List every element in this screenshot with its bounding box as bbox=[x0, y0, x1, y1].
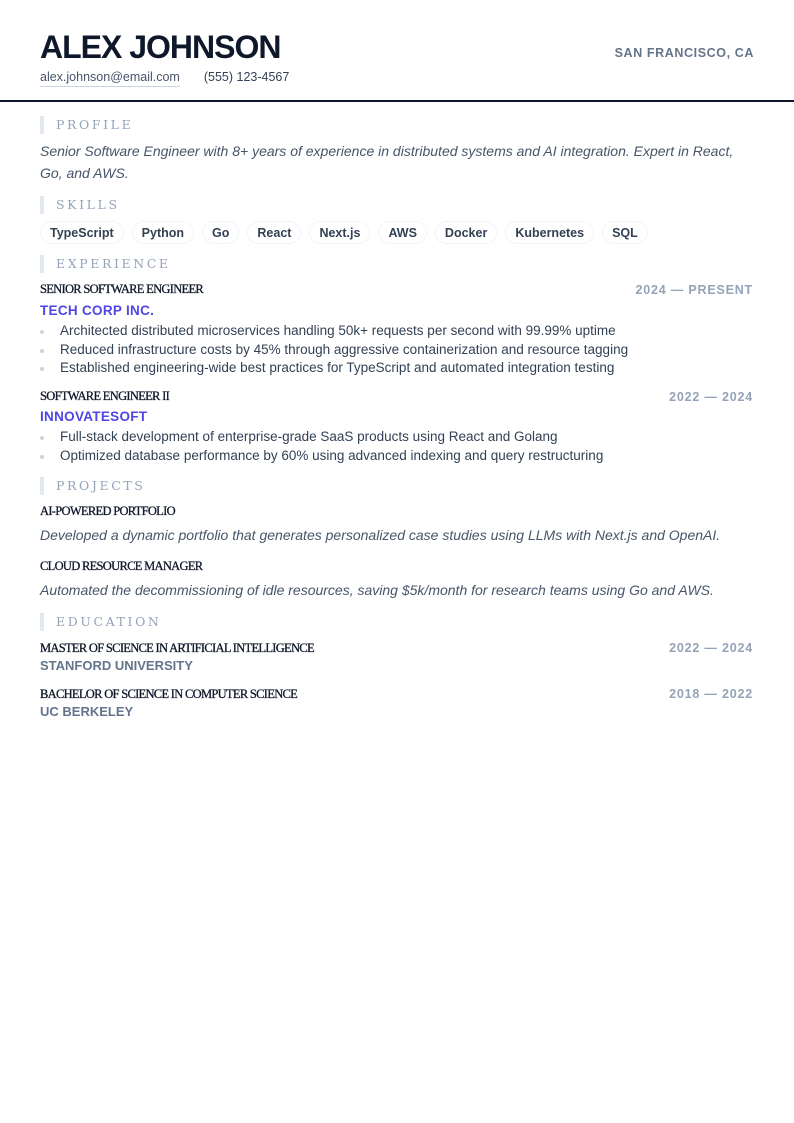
job-achievements bbox=[40, 428, 753, 465]
candidate-name: ALEX JOHNSON bbox=[40, 29, 281, 65]
bullet-icon bbox=[40, 455, 44, 459]
degree-title: MASTER OF SCIENCE IN ARTIFICIAL INTELLIGENCE bbox=[40, 641, 314, 655]
list-item bbox=[40, 322, 753, 341]
list-item bbox=[40, 428, 753, 447]
project-name: CLOUD RESOURCE MANAGER bbox=[40, 559, 203, 573]
phone-number: (555) 123-4567 bbox=[203, 70, 290, 84]
degree-title: BACHELOR OF SCIENCE IN COMPUTER SCIENCE bbox=[40, 687, 298, 701]
skill-tag: Next.js bbox=[309, 221, 370, 244]
list-item bbox=[40, 341, 753, 360]
skill-tag: Kubernetes bbox=[505, 221, 594, 244]
skill-tag: Go bbox=[202, 221, 239, 244]
bullet-icon bbox=[40, 349, 44, 353]
achievement-text: Optimized database performance by 60% using advanced indexing and query restructuring bbox=[60, 447, 604, 463]
achievement-text: Reduced infrastructure costs by 45% through aggressive containerization and resource tagging bbox=[60, 341, 629, 357]
section-title-experience: EXPERIENCE bbox=[40, 255, 171, 273]
skill-tag: AWS bbox=[378, 221, 426, 244]
list-item bbox=[40, 447, 753, 466]
school-name: STANFORD UNIVERSITY bbox=[40, 658, 193, 673]
bullet-icon bbox=[40, 436, 44, 440]
skill-tag: Docker bbox=[435, 221, 497, 244]
education-dates: 2022 — 2024 bbox=[669, 641, 753, 655]
project-name: AI-POWERED PORTFOLIO bbox=[40, 504, 175, 518]
skills-list bbox=[40, 221, 648, 244]
project-description: Developed a dynamic portfolio that generates personalized case studies using LLMs with Next.js and OpenAI. bbox=[40, 527, 721, 543]
achievement-text: Established engineering-wide best practices for TypeScript and automated integration testing bbox=[60, 360, 615, 376]
bullet-icon bbox=[40, 330, 44, 334]
profile-summary: Senior Software Engineer with 8+ years of experience in distributed systems and AI integration. Expert in React, Go, and AWS. bbox=[40, 143, 734, 181]
bullet-icon bbox=[40, 367, 44, 371]
skill-tag: TypeScript bbox=[40, 221, 124, 244]
location: SAN FRANCISCO, CA bbox=[614, 46, 754, 60]
email-link[interactable]: alex.johnson@email.com bbox=[40, 69, 180, 87]
skill-tag: React bbox=[247, 221, 301, 244]
achievement-text: Architected distributed microservices handling 50k+ requests per second with 99.99% uptime bbox=[60, 323, 616, 338]
education-dates: 2018 — 2022 bbox=[669, 687, 753, 701]
contact-info bbox=[40, 69, 289, 87]
job-title: SOFTWARE ENGINEER II bbox=[40, 389, 170, 403]
job-dates: 2022 — 2024 bbox=[669, 390, 753, 404]
job-achievements bbox=[40, 322, 753, 378]
section-title-skills: SKILLS bbox=[40, 196, 120, 214]
project-description: Automated the decommissioning of idle resources, saving $5k/month for research teams using Go and AWS. bbox=[40, 582, 714, 598]
school-name: UC BERKELEY bbox=[40, 704, 134, 719]
skill-tag: Python bbox=[132, 221, 194, 244]
job-title: SENIOR SOFTWARE ENGINEER bbox=[40, 282, 204, 296]
list-item bbox=[40, 359, 753, 378]
job-dates: 2024 — PRESENT bbox=[635, 283, 753, 297]
achievement-text: Full-stack development of enterprise-grade SaaS products using React and Golang bbox=[60, 429, 558, 444]
company-name: INNOVATESOFT bbox=[40, 409, 148, 424]
section-title-projects: PROJECTS bbox=[40, 477, 145, 495]
resume-header bbox=[0, 0, 794, 102]
company-name: TECH CORP INC. bbox=[40, 303, 155, 318]
section-title-education: EDUCATION bbox=[40, 613, 161, 631]
skill-tag: SQL bbox=[602, 221, 648, 244]
section-title-profile: PROFILE bbox=[40, 116, 133, 134]
